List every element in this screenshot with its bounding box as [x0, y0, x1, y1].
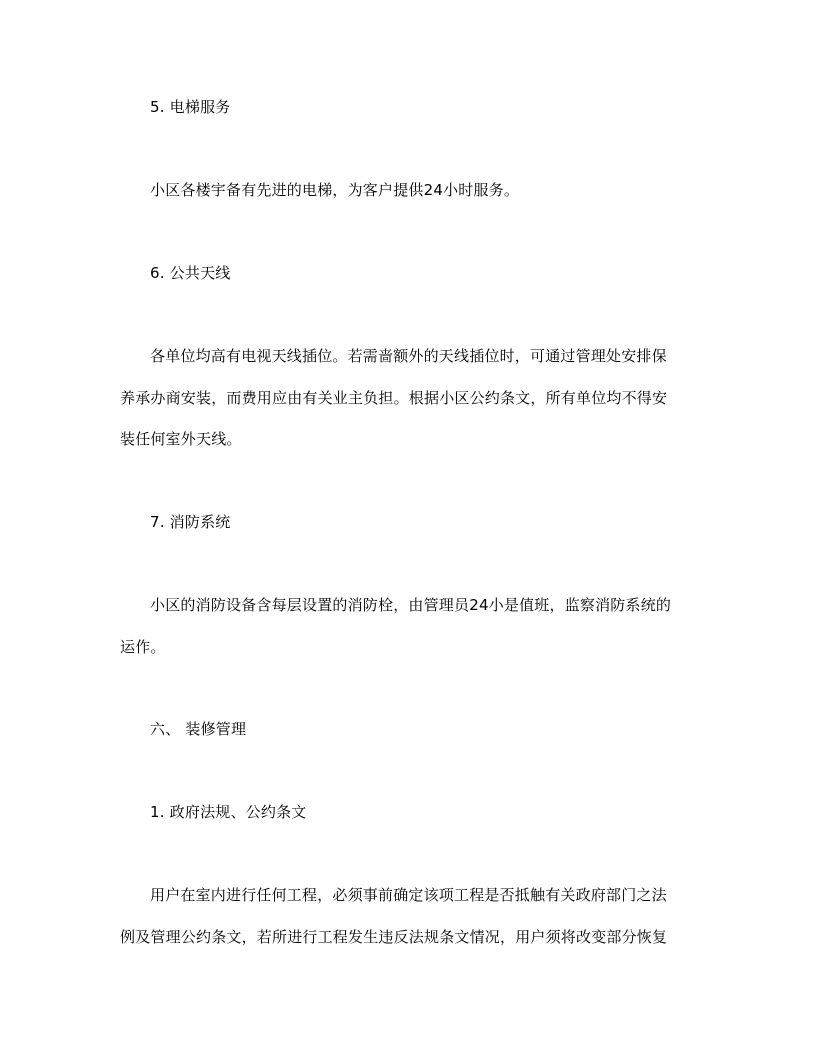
antenna-paragraph-line-1: 各单位均高有电视天线插位。若需啬额外的天线插位时，可通过管理处安排保 [150, 347, 667, 365]
regulations-heading: 1. 政府法规、公约条文 [150, 803, 307, 821]
regulations-paragraph-line-1: 用户在室内进行任何工程，必须事前确定该项工程是否抵触有关政府部门之法 [150, 886, 667, 904]
antenna-paragraph-line-2: 养承办商安装，而费用应由有关业主负担。根据小区公约条文，所有单位均不得安 [120, 389, 668, 407]
elevator-heading: 5. 电梯服务 [150, 98, 231, 116]
fire-paragraph-line-1: 小区的消防设备含每层设置的消防栓，由管理员24小是值班，监察消防系统的 [150, 596, 672, 614]
fire-heading: 7. 消防系统 [150, 513, 231, 531]
antenna-paragraph-line-3: 装任何室外天线。 [120, 430, 242, 448]
antenna-heading: 6. 公共天线 [150, 264, 231, 282]
regulations-paragraph-line-2: 例及管理公约条文，若所进行工程发生违反法规条文情况，用户须将改变部分恢复 [120, 928, 668, 946]
fire-paragraph-line-2: 运作。 [120, 638, 166, 656]
elevator-paragraph-line-1: 小区各楼宇备有先进的电梯，为客户提供24小时服务。 [150, 181, 520, 199]
renovation-section-heading: 六、 装修管理 [150, 720, 247, 738]
